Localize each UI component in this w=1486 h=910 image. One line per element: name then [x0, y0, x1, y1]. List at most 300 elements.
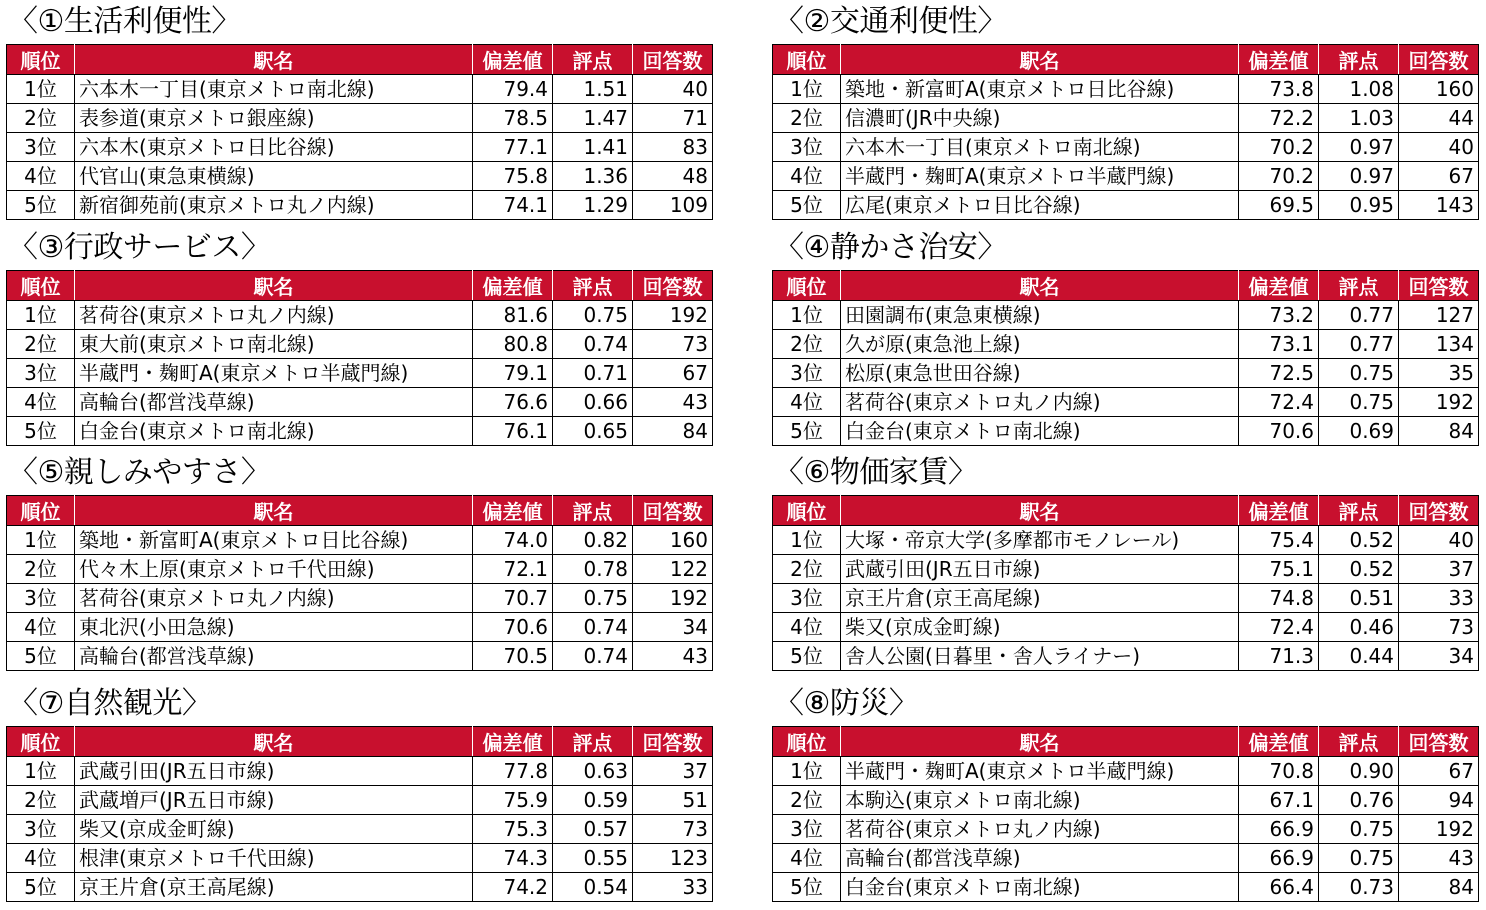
- header-station: 駅名: [75, 45, 473, 75]
- table-row: [7, 815, 713, 844]
- header-rank: 順位: [7, 271, 75, 301]
- header-rank: 順位: [7, 496, 75, 526]
- score-cell: 1.41: [553, 133, 633, 162]
- score-cell: 0.95: [1319, 191, 1399, 220]
- station-cell: 白金台(東京メトロ南北線): [841, 873, 1239, 902]
- header-score: 評点: [1319, 271, 1399, 301]
- score-cell: 0.55: [553, 844, 633, 873]
- deviation-cell: 72.1: [473, 555, 553, 584]
- score-cell: 0.52: [1319, 555, 1399, 584]
- rank-cell: 3位: [773, 815, 841, 844]
- table-row: [773, 359, 1479, 388]
- deviation-cell: 75.4: [1239, 526, 1319, 555]
- deviation-cell: 66.9: [1239, 844, 1319, 873]
- header-deviation: 偏差値: [473, 45, 553, 75]
- rank-cell: 1位: [7, 301, 75, 330]
- station-cell: 代々木上原(東京メトロ千代田線): [75, 555, 473, 584]
- answers-cell: 43: [633, 388, 713, 417]
- answers-cell: 192: [633, 301, 713, 330]
- table-row: [773, 301, 1479, 330]
- deviation-cell: 70.6: [473, 613, 553, 642]
- header-score: 評点: [553, 45, 633, 75]
- header-rank: 順位: [7, 727, 75, 757]
- rank-cell: 3位: [773, 584, 841, 613]
- table-row: [7, 555, 713, 584]
- station-cell: 武蔵増戸(JR五日市線): [75, 786, 473, 815]
- header-station: 駅名: [75, 271, 473, 301]
- table-row: [7, 330, 713, 359]
- header-station: 駅名: [841, 45, 1239, 75]
- score-cell: 0.90: [1319, 757, 1399, 786]
- rank-cell: 4位: [773, 613, 841, 642]
- rank-cell: 1位: [773, 526, 841, 555]
- score-cell: 0.75: [1319, 815, 1399, 844]
- table-header-row: [773, 45, 1479, 75]
- panel-gyousei-service: [6, 226, 712, 446]
- header-answers: 回答数: [633, 496, 713, 526]
- panel-shitashimiyasusa: [6, 451, 712, 671]
- score-cell: 0.75: [553, 584, 633, 613]
- deviation-cell: 77.1: [473, 133, 553, 162]
- table-row: [773, 873, 1479, 902]
- station-cell: 武蔵引田(JR五日市線): [841, 555, 1239, 584]
- table-header-row: [7, 271, 713, 301]
- answers-cell: 48: [633, 162, 713, 191]
- header-deviation: 偏差値: [1239, 45, 1319, 75]
- rank-cell: 1位: [7, 526, 75, 555]
- rank-cell: 2位: [773, 786, 841, 815]
- rank-cell: 2位: [773, 104, 841, 133]
- rank-cell: 5位: [7, 417, 75, 446]
- score-cell: 0.63: [553, 757, 633, 786]
- deviation-cell: 74.1: [473, 191, 553, 220]
- score-cell: 0.73: [1319, 873, 1399, 902]
- answers-cell: 67: [1399, 757, 1479, 786]
- ranking-table: [6, 270, 713, 446]
- deviation-cell: 67.1: [1239, 786, 1319, 815]
- answers-cell: 73: [633, 330, 713, 359]
- rank-cell: 3位: [7, 133, 75, 162]
- score-cell: 0.57: [553, 815, 633, 844]
- header-score: 評点: [553, 727, 633, 757]
- score-cell: 0.66: [553, 388, 633, 417]
- answers-cell: 143: [1399, 191, 1479, 220]
- table-row: [773, 526, 1479, 555]
- station-cell: 白金台(東京メトロ南北線): [75, 417, 473, 446]
- rank-cell: 2位: [773, 555, 841, 584]
- deviation-cell: 69.5: [1239, 191, 1319, 220]
- score-cell: 0.74: [553, 642, 633, 671]
- answers-cell: 35: [1399, 359, 1479, 388]
- answers-cell: 94: [1399, 786, 1479, 815]
- answers-cell: 40: [633, 75, 713, 104]
- answers-cell: 73: [633, 815, 713, 844]
- panel-title: 〈⑥物価家賃〉: [774, 455, 978, 490]
- header-rank: 順位: [773, 271, 841, 301]
- panel-title: 〈②交通利便性〉: [774, 4, 1007, 39]
- panel-title: 〈⑧防災〉: [774, 686, 919, 721]
- header-score: 評点: [553, 271, 633, 301]
- deviation-cell: 72.4: [1239, 388, 1319, 417]
- rank-cell: 5位: [773, 191, 841, 220]
- table-row: [7, 162, 713, 191]
- answers-cell: 43: [633, 642, 713, 671]
- score-cell: 1.36: [553, 162, 633, 191]
- panel-bukka-yachin: [772, 451, 1478, 671]
- deviation-cell: 81.6: [473, 301, 553, 330]
- table-row: [773, 75, 1479, 104]
- header-answers: 回答数: [1399, 271, 1479, 301]
- score-cell: 0.52: [1319, 526, 1399, 555]
- station-cell: 半蔵門・麹町A(東京メトロ半蔵門線): [841, 757, 1239, 786]
- station-cell: 築地・新富町A(東京メトロ日比谷線): [75, 526, 473, 555]
- panel-koutsu-ribensei: [772, 0, 1478, 220]
- station-cell: 久が原(東急池上線): [841, 330, 1239, 359]
- deviation-cell: 74.0: [473, 526, 553, 555]
- station-cell: 半蔵門・麹町A(東京メトロ半蔵門線): [841, 162, 1239, 191]
- table-row: [7, 757, 713, 786]
- answers-cell: 37: [633, 757, 713, 786]
- rank-cell: 3位: [7, 584, 75, 613]
- station-cell: 表参道(東京メトロ銀座線): [75, 104, 473, 133]
- deviation-cell: 79.4: [473, 75, 553, 104]
- deviation-cell: 77.8: [473, 757, 553, 786]
- answers-cell: 51: [633, 786, 713, 815]
- deviation-cell: 70.5: [473, 642, 553, 671]
- panel-title: 〈⑦自然観光〉: [8, 686, 212, 721]
- answers-cell: 67: [633, 359, 713, 388]
- deviation-cell: 73.8: [1239, 75, 1319, 104]
- deviation-cell: 71.3: [1239, 642, 1319, 671]
- station-cell: 六本木(東京メトロ日比谷線): [75, 133, 473, 162]
- score-cell: 0.78: [553, 555, 633, 584]
- header-deviation: 偏差値: [1239, 271, 1319, 301]
- score-cell: 1.03: [1319, 104, 1399, 133]
- score-cell: 1.29: [553, 191, 633, 220]
- answers-cell: 40: [1399, 133, 1479, 162]
- rank-cell: 5位: [7, 642, 75, 671]
- table-row: [773, 133, 1479, 162]
- answers-cell: 33: [633, 873, 713, 902]
- ranking-table: [6, 495, 713, 671]
- answers-cell: 44: [1399, 104, 1479, 133]
- panel-shizen-kankou: [6, 682, 712, 902]
- score-cell: 0.59: [553, 786, 633, 815]
- rank-cell: 4位: [7, 162, 75, 191]
- station-cell: 京王片倉(京王高尾線): [75, 873, 473, 902]
- rank-cell: 4位: [773, 388, 841, 417]
- table-row: [7, 873, 713, 902]
- panel-bousai: [772, 682, 1478, 902]
- station-cell: 根津(東京メトロ千代田線): [75, 844, 473, 873]
- station-cell: 柴又(京成金町線): [841, 613, 1239, 642]
- station-cell: 武蔵引田(JR五日市線): [75, 757, 473, 786]
- station-cell: 築地・新富町A(東京メトロ日比谷線): [841, 75, 1239, 104]
- station-cell: 高輪台(都営浅草線): [75, 642, 473, 671]
- table-row: [773, 191, 1479, 220]
- header-station: 駅名: [841, 496, 1239, 526]
- table-row: [773, 555, 1479, 584]
- table-row: [773, 642, 1479, 671]
- score-cell: 0.82: [553, 526, 633, 555]
- header-station: 駅名: [841, 271, 1239, 301]
- table-row: [7, 786, 713, 815]
- table-row: [7, 133, 713, 162]
- answers-cell: 84: [1399, 417, 1479, 446]
- deviation-cell: 72.2: [1239, 104, 1319, 133]
- ranking-table: [772, 270, 1479, 446]
- rank-cell: 4位: [773, 162, 841, 191]
- answers-cell: 83: [633, 133, 713, 162]
- score-cell: 1.47: [553, 104, 633, 133]
- rank-cell: 4位: [7, 844, 75, 873]
- station-cell: 高輪台(都営浅草線): [841, 844, 1239, 873]
- table-row: [773, 844, 1479, 873]
- score-cell: 1.08: [1319, 75, 1399, 104]
- score-cell: 0.46: [1319, 613, 1399, 642]
- answers-cell: 43: [1399, 844, 1479, 873]
- station-cell: 茗荷谷(東京メトロ丸ノ内線): [75, 301, 473, 330]
- header-deviation: 偏差値: [1239, 727, 1319, 757]
- deviation-cell: 76.6: [473, 388, 553, 417]
- answers-cell: 33: [1399, 584, 1479, 613]
- answers-cell: 34: [1399, 642, 1479, 671]
- deviation-cell: 76.1: [473, 417, 553, 446]
- answers-cell: 127: [1399, 301, 1479, 330]
- deviation-cell: 70.8: [1239, 757, 1319, 786]
- table-row: [7, 104, 713, 133]
- station-cell: 広尾(東京メトロ日比谷線): [841, 191, 1239, 220]
- table-row: [7, 191, 713, 220]
- rank-cell: 4位: [7, 388, 75, 417]
- score-cell: 0.69: [1319, 417, 1399, 446]
- station-cell: 信濃町(JR中央線): [841, 104, 1239, 133]
- deviation-cell: 70.2: [1239, 133, 1319, 162]
- station-cell: 京王片倉(京王高尾線): [841, 584, 1239, 613]
- deviation-cell: 73.2: [1239, 301, 1319, 330]
- score-cell: 0.54: [553, 873, 633, 902]
- rank-cell: 5位: [773, 417, 841, 446]
- table-row: [773, 613, 1479, 642]
- table-row: [773, 584, 1479, 613]
- rank-cell: 5位: [773, 642, 841, 671]
- header-station: 駅名: [841, 727, 1239, 757]
- table-row: [7, 526, 713, 555]
- rank-cell: 2位: [773, 330, 841, 359]
- station-cell: 東北沢(小田急線): [75, 613, 473, 642]
- score-cell: 0.76: [1319, 786, 1399, 815]
- rank-cell: 2位: [7, 555, 75, 584]
- ranking-table: [772, 495, 1479, 671]
- panel-title: 〈③行政サービス〉: [8, 230, 271, 265]
- rank-cell: 3位: [773, 359, 841, 388]
- header-deviation: 偏差値: [473, 727, 553, 757]
- answers-cell: 37: [1399, 555, 1479, 584]
- score-cell: 0.75: [1319, 388, 1399, 417]
- ranking-table: [6, 726, 713, 902]
- rank-cell: 1位: [773, 757, 841, 786]
- score-cell: 0.65: [553, 417, 633, 446]
- header-answers: 回答数: [633, 45, 713, 75]
- deviation-cell: 70.7: [473, 584, 553, 613]
- station-cell: 柴又(京成金町線): [75, 815, 473, 844]
- score-cell: 0.75: [1319, 844, 1399, 873]
- deviation-cell: 74.3: [473, 844, 553, 873]
- deviation-cell: 74.2: [473, 873, 553, 902]
- rank-cell: 3位: [7, 359, 75, 388]
- deviation-cell: 70.6: [1239, 417, 1319, 446]
- answers-cell: 73: [1399, 613, 1479, 642]
- table-row: [7, 75, 713, 104]
- header-answers: 回答数: [1399, 727, 1479, 757]
- answers-cell: 192: [633, 584, 713, 613]
- table-row: [7, 584, 713, 613]
- table-header-row: [773, 496, 1479, 526]
- table-row: [7, 301, 713, 330]
- station-cell: 大塚・帝京大学(多摩都市モノレール): [841, 526, 1239, 555]
- station-cell: 白金台(東京メトロ南北線): [841, 417, 1239, 446]
- table-row: [773, 417, 1479, 446]
- ranking-table: [772, 726, 1479, 902]
- panel-title: 〈⑤親しみやすさ〉: [8, 455, 271, 490]
- score-cell: 0.75: [553, 301, 633, 330]
- answers-cell: 192: [1399, 388, 1479, 417]
- header-score: 評点: [1319, 45, 1399, 75]
- deviation-cell: 66.9: [1239, 815, 1319, 844]
- table-header-row: [7, 727, 713, 757]
- ranking-table: [6, 44, 713, 220]
- rank-cell: 5位: [7, 191, 75, 220]
- table-row: [773, 786, 1479, 815]
- header-score: 評点: [553, 496, 633, 526]
- table-row: [7, 642, 713, 671]
- rank-cell: 5位: [773, 873, 841, 902]
- header-answers: 回答数: [1399, 45, 1479, 75]
- header-station: 駅名: [75, 496, 473, 526]
- score-cell: 0.74: [553, 613, 633, 642]
- deviation-cell: 75.3: [473, 815, 553, 844]
- table-row: [7, 388, 713, 417]
- deviation-cell: 75.1: [1239, 555, 1319, 584]
- deviation-cell: 73.1: [1239, 330, 1319, 359]
- panel-title: 〈①生活利便性〉: [8, 4, 241, 39]
- rank-cell: 1位: [7, 757, 75, 786]
- deviation-cell: 72.4: [1239, 613, 1319, 642]
- answers-cell: 71: [633, 104, 713, 133]
- table-header-row: [7, 496, 713, 526]
- answers-cell: 84: [633, 417, 713, 446]
- header-rank: 順位: [773, 45, 841, 75]
- station-cell: 茗荷谷(東京メトロ丸ノ内線): [841, 388, 1239, 417]
- station-cell: 東大前(東京メトロ南北線): [75, 330, 473, 359]
- header-answers: 回答数: [1399, 496, 1479, 526]
- deviation-cell: 70.2: [1239, 162, 1319, 191]
- station-cell: 代官山(東急東横線): [75, 162, 473, 191]
- station-cell: 茗荷谷(東京メトロ丸ノ内線): [75, 584, 473, 613]
- table-row: [7, 417, 713, 446]
- table-row: [773, 330, 1479, 359]
- station-cell: 舎人公園(日暮里・舎人ライナー): [841, 642, 1239, 671]
- header-rank: 順位: [773, 496, 841, 526]
- panel-seikatsu-ribensei: [6, 0, 712, 220]
- deviation-cell: 75.9: [473, 786, 553, 815]
- rank-cell: 4位: [773, 844, 841, 873]
- rank-cell: 2位: [7, 786, 75, 815]
- table-row: [7, 613, 713, 642]
- score-cell: 0.71: [553, 359, 633, 388]
- station-cell: 高輪台(都営浅草線): [75, 388, 473, 417]
- deviation-cell: 75.8: [473, 162, 553, 191]
- rank-cell: 2位: [7, 330, 75, 359]
- answers-cell: 34: [633, 613, 713, 642]
- score-cell: 0.77: [1319, 301, 1399, 330]
- deviation-cell: 72.5: [1239, 359, 1319, 388]
- answers-cell: 40: [1399, 526, 1479, 555]
- header-answers: 回答数: [633, 727, 713, 757]
- deviation-cell: 80.8: [473, 330, 553, 359]
- deviation-cell: 66.4: [1239, 873, 1319, 902]
- deviation-cell: 78.5: [473, 104, 553, 133]
- panel-title: 〈④静かさ治安〉: [774, 230, 1007, 265]
- table-header-row: [7, 45, 713, 75]
- score-cell: 0.44: [1319, 642, 1399, 671]
- station-cell: 茗荷谷(東京メトロ丸ノ内線): [841, 815, 1239, 844]
- score-cell: 0.51: [1319, 584, 1399, 613]
- score-cell: 0.77: [1319, 330, 1399, 359]
- station-cell: 田園調布(東急東横線): [841, 301, 1239, 330]
- station-cell: 六本木一丁目(東京メトロ南北線): [841, 133, 1239, 162]
- header-station: 駅名: [75, 727, 473, 757]
- rank-cell: 2位: [7, 104, 75, 133]
- station-cell: 松原(東急世田谷線): [841, 359, 1239, 388]
- ranking-table: [772, 44, 1479, 220]
- rank-cell: 3位: [773, 133, 841, 162]
- answers-cell: 192: [1399, 815, 1479, 844]
- score-cell: 0.97: [1319, 133, 1399, 162]
- station-cell: 半蔵門・麹町A(東京メトロ半蔵門線): [75, 359, 473, 388]
- header-rank: 順位: [773, 727, 841, 757]
- header-deviation: 偏差値: [473, 271, 553, 301]
- rank-cell: 5位: [7, 873, 75, 902]
- header-deviation: 偏差値: [473, 496, 553, 526]
- header-score: 評点: [1319, 727, 1399, 757]
- answers-cell: 109: [633, 191, 713, 220]
- panel-shizukasa-chian: [772, 226, 1478, 446]
- rank-cell: 1位: [773, 301, 841, 330]
- station-cell: 本駒込(東京メトロ南北線): [841, 786, 1239, 815]
- table-row: [773, 104, 1479, 133]
- table-row: [773, 388, 1479, 417]
- table-row: [773, 162, 1479, 191]
- score-cell: 0.74: [553, 330, 633, 359]
- score-cell: 0.75: [1319, 359, 1399, 388]
- score-cell: 1.51: [553, 75, 633, 104]
- header-deviation: 偏差値: [1239, 496, 1319, 526]
- header-answers: 回答数: [633, 271, 713, 301]
- table-row: [7, 359, 713, 388]
- answers-cell: 122: [633, 555, 713, 584]
- rank-cell: 1位: [773, 75, 841, 104]
- station-cell: 六本木一丁目(東京メトロ南北線): [75, 75, 473, 104]
- table-row: [773, 815, 1479, 844]
- table-header-row: [773, 271, 1479, 301]
- table-header-row: [773, 727, 1479, 757]
- answers-cell: 67: [1399, 162, 1479, 191]
- score-cell: 0.97: [1319, 162, 1399, 191]
- header-rank: 順位: [7, 45, 75, 75]
- header-score: 評点: [1319, 496, 1399, 526]
- table-row: [7, 844, 713, 873]
